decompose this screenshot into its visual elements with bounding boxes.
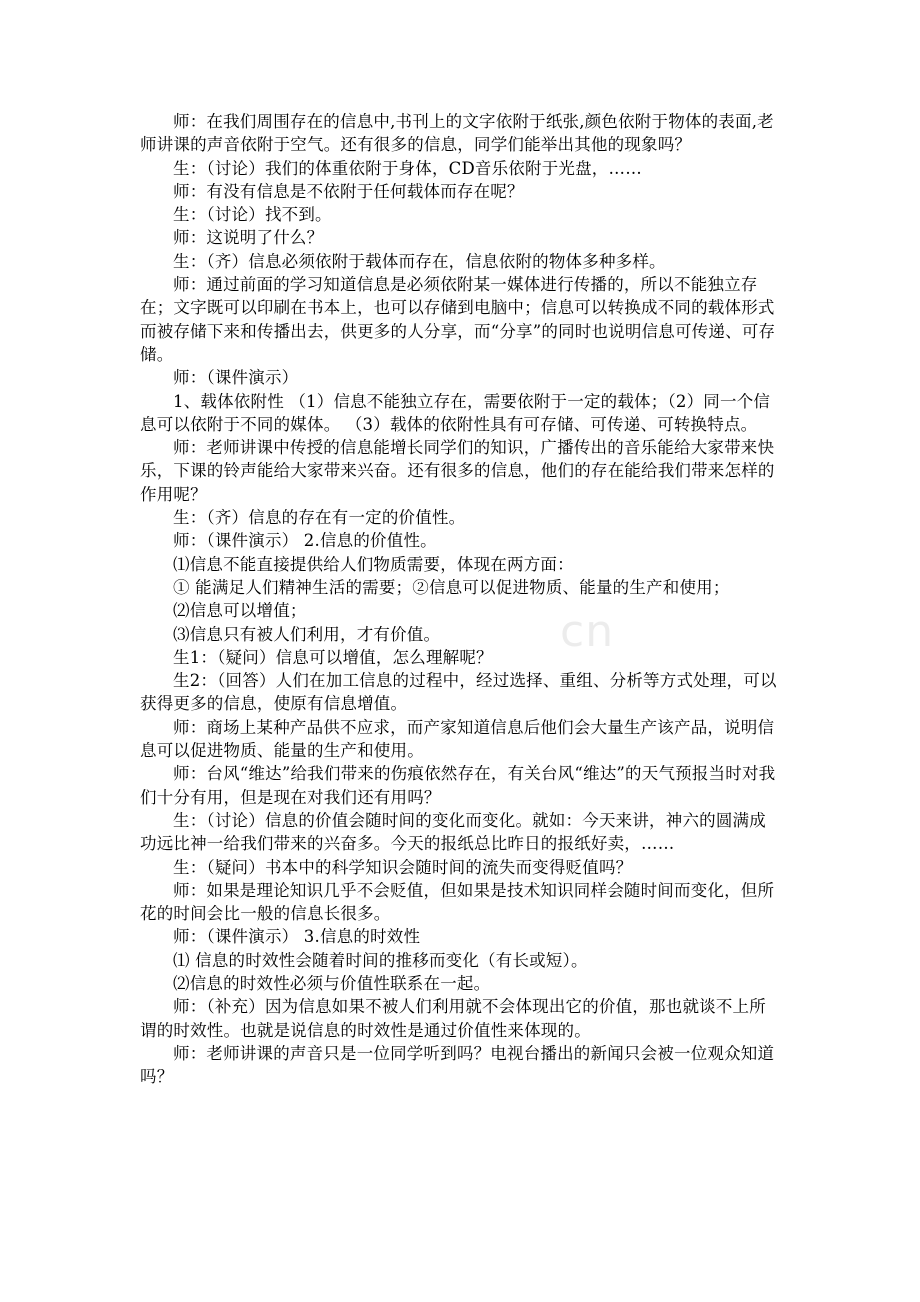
paragraph: 1、载体依附性 （1）信息不能独立存在，需要依附于一定的载体；（2）同一个信息可以依附于不同的媒体。 （3）载体的依附性具有可存储、可传递、可转换特点。 — [140, 391, 771, 434]
paragraph: ⑵信息可以增值； — [173, 601, 307, 621]
paragraph: 生：（齐）信息的存在有一定的价值性。 — [173, 508, 466, 528]
paragraph: 生：（讨论）找不到。 — [173, 205, 332, 225]
paragraph: 师：这说明了什么？ — [173, 228, 324, 248]
watermark: cn — [560, 606, 615, 657]
paragraph: 师：在我们周围存在的信息中,书刊上的文字依附于纸张,颜色依附于物体的表面,老师讲课的声音依附于空气。还有很多的信息，同学们能举出其他的现象吗？ — [140, 112, 774, 155]
paragraph: 生：（讨论）我们的体重依附于身体，CD音乐依附于光盘，…… — [173, 158, 642, 178]
paragraph: 师：商场上某种产品供不应求，而产家知道信息后他们会大量生产该产品，说明信息可以促进物质、能量的生产和使用。 — [140, 717, 775, 761]
paragraph: 生：（齐）信息必须依附于载体而存在，信息依附的物体多种多样。 — [173, 251, 666, 271]
document-body — [140, 110, 780, 1088]
paragraph: 生1：（疑问）信息可以增值，怎么理解呢？ — [173, 647, 493, 667]
paragraph: 师：老师讲课中传授的信息能增长同学们的知识，广播传出的音乐能给大家带来快乐，下课的铃声能给大家带来兴奋。还有很多的信息，他们的存在能给我们带来怎样的作用呢？ — [140, 438, 775, 504]
paragraph: ⑴信息不能直接提供给人们物质需要，体现在两方面： — [173, 554, 574, 574]
paragraph: 师：台风“维达”给我们带来的伤痕依然存在，有关台风“维达”的天气预报当时对我们十分有用，但是现在对我们还有用吗？ — [140, 764, 776, 807]
paragraph: 生2：（回答）人们在加工信息的过程中，经过选择、重组、分析等方式处理，可以获得更多的信息，使原有信息增值。 — [140, 671, 777, 714]
paragraph: 生：（讨论）信息的价值会随时间的变化而变化。就如：今天来讲，神六的圆满成功远比神一给我们带来的兴奋多。今天的报纸总比昨日的报纸好卖，…… — [140, 810, 766, 854]
paragraph: 师：通过前面的学习知道信息是必须依附某一媒体进行传播的，所以不能独立存在；文字既可以印刷在书本上，也可以存储到电脑中；信息可以转换成不同的载体形式而被存储下来和传播出去，供更多的人分享，而“分享”的同时也说明信息可传递、可存储。 — [140, 275, 776, 364]
paragraph: 师：如果是理论知识几乎不会贬值，但如果是技术知识同样会随时间而变化，但所花的时间会比一般的信息长很多。 — [140, 880, 775, 924]
paragraph: 师：（课件演示） 2.信息的价值性。 — [173, 531, 437, 551]
paragraph: 师：（课件演示） 3.信息的时效性 — [173, 927, 421, 947]
paragraph: ⑴ 信息的时效性会随着时间的推移而变化（有长或短）。 — [173, 950, 588, 970]
paragraph: ⑶信息只有被人们利用，才有价值。 — [173, 624, 441, 644]
paragraph: 师：有没有信息是不依附于任何载体而存在呢？ — [173, 181, 524, 201]
paragraph: ① 能满足人们精神生活的需要；②信息可以促进物质、能量的生产和使用； — [173, 577, 730, 597]
paragraph: 生：（疑问）书本中的科学知识会随时间的流失而变得贬值吗？ — [173, 857, 633, 877]
paragraph: 师：老师讲课的声音只是一位同学听到吗？电视台播出的新闻只会被一位观众知道吗？ — [140, 1043, 775, 1087]
paragraph: 师：（补充）因为信息如果不被人们利用就不会体现出它的价值，那也就谈不上所谓的时效性。也就是说信息的时效性是通过价值性来体现的。 — [140, 997, 766, 1040]
paragraph: ⑵信息的时效性必须与价值性联系在一起。 — [173, 973, 491, 993]
paragraph: 师：（课件演示） — [173, 368, 299, 388]
